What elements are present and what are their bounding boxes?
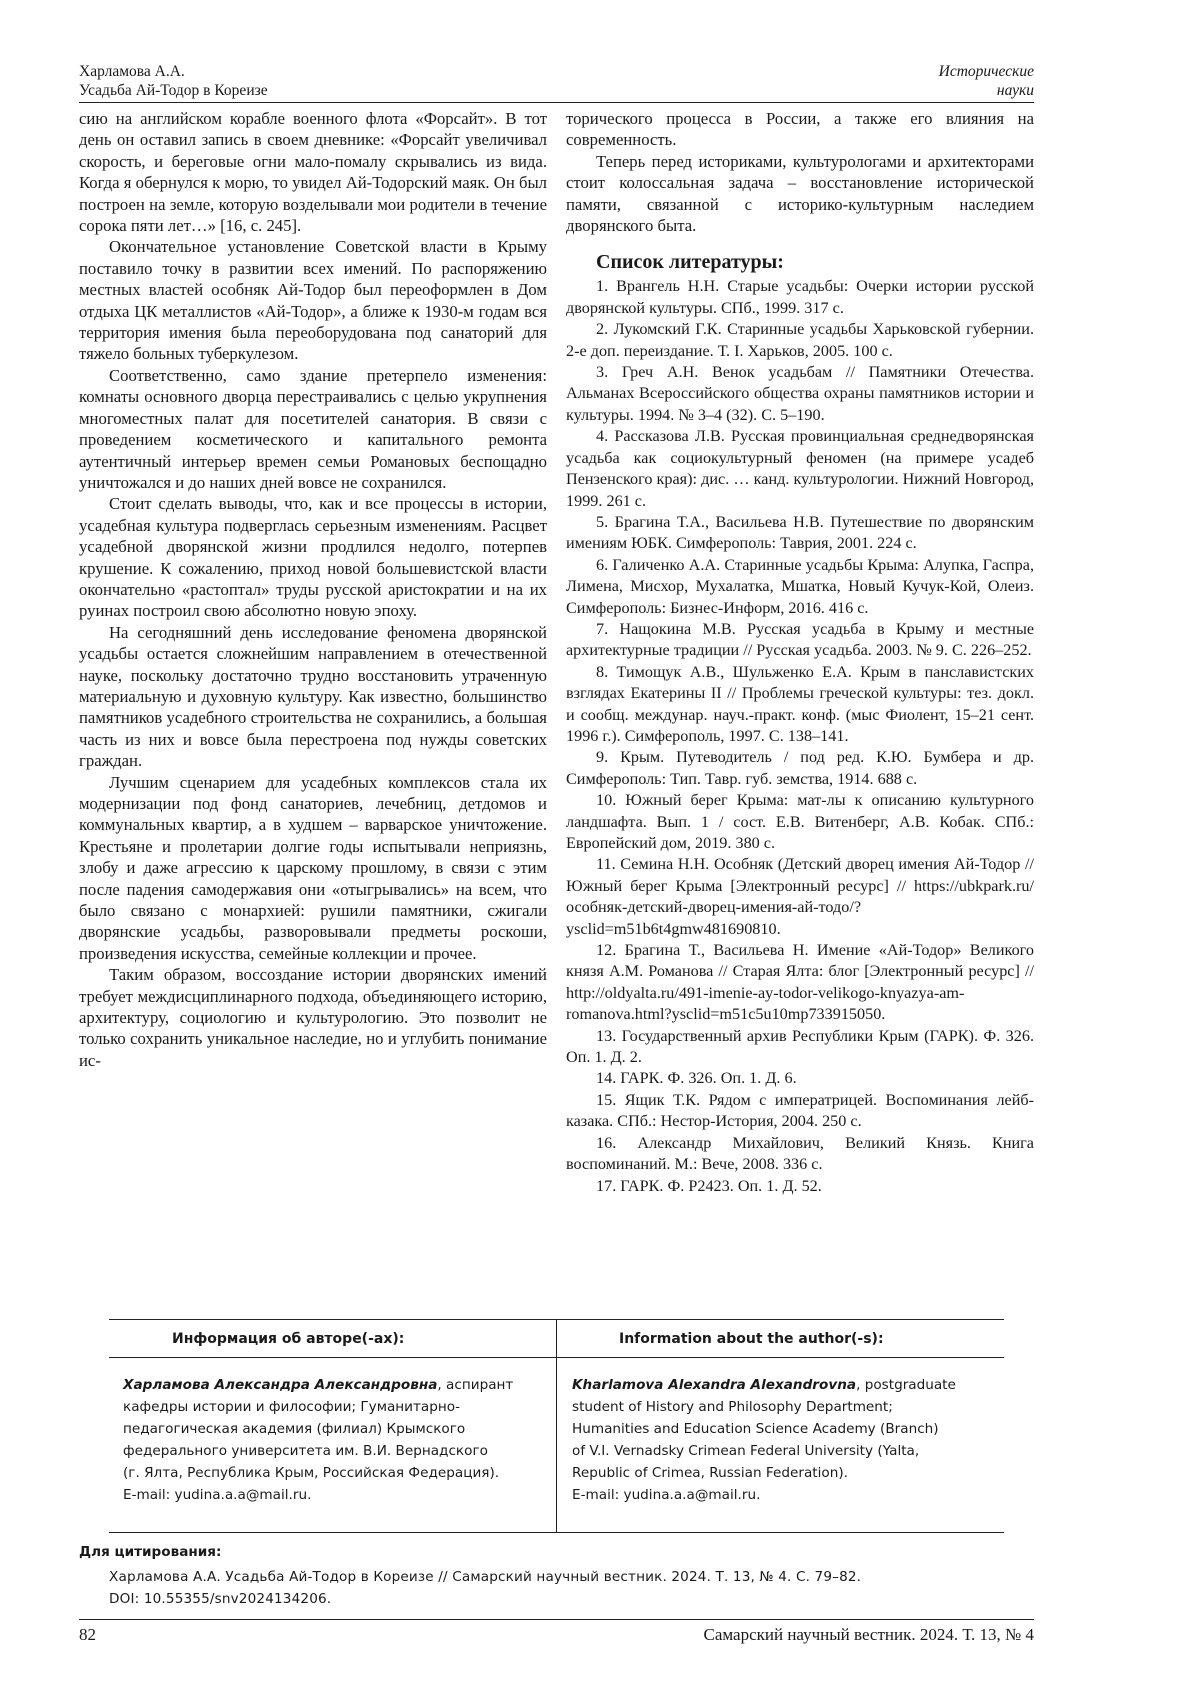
header-article-title: Усадьба Ай-Тодор в Кореизе xyxy=(79,82,268,99)
paragraph: Таким образом, воссоздание истории дворянских имений требует междисциплинарного подхода, объединяющего историю, архитектуру, социологию и культурологию. Это позволит не только сохранить уникальное наследие, но и углубить понимание ис- xyxy=(79,965,547,1070)
paragraph: Теперь перед историками, культурологами и архитекторами стоит колоссальная задача – восстановление исторической памяти, связанной с историко-культурным наследием дворянского быта. xyxy=(566,151,1034,236)
author-info-heading-en: Information about the author(-s): xyxy=(619,1331,884,1347)
citation-doi: DOI: 10.55355/snv2024134206. xyxy=(109,1591,332,1607)
paragraph: Соответственно, само здание претерпело изменения: комнаты основного дворца перестраивались с целью укрупнения многоместных палат для посетителей санатория. В связи с проведением косметического и капитального ремонта аутентичный интерьер времен семьи Романовых беспощадно уничтожался и до наших дней вовсе не сохранился. xyxy=(79,365,547,492)
author-info-text: федерального университета им. В.И. Вернадского xyxy=(123,1443,488,1459)
reference-item: 4. Рассказова Л.В. Русская провинциальная среднедворянская усадьба как социокультурный феномен (на примере усадеб Пензенского края): дис. … канд. культурологии. Нижний Новгород, 1999. 261 с. xyxy=(566,427,1034,510)
reference-item: 10. Южный берег Крыма: мат-лы к описанию культурного ландшафта. Вып. 1 / сост. Е.В. Витенберг, А.В. Кобак. СПб.: Европейский дом, 2019. 380 с. xyxy=(566,791,1034,852)
author-info-text: Humanities and Education Science Academy (Branch) xyxy=(572,1421,939,1437)
paragraph: Окончательное установление Советской власти в Крыму поставило точку в развитии всех имений. По распоряжению местных властей особняк Ай-Тодор был переоформлен в Дом отдыха ЦК металлистов «Ай-Тодор», а ближе к 1930-м годам вся территория имения была переоборудована под санаторий для тяжело больных туберкулезом. xyxy=(79,237,547,364)
author-info-text: (г. Ялта, Республика Крым, Российская Федерация). xyxy=(123,1465,500,1481)
reference-item: 9. Крым. Путеводитель / под ред. К.Ю. Бумбера и др. Симферополь: Тип. Тавр. губ. земства, 1914. 688 с. xyxy=(566,748,1034,788)
reference-item: 12. Брагина Т., Васильева Н. Имение «Ай-Тодор» Великого князя А.М. Романова // Старая Ялта: блог [Электронный ресурс] // http://oldyalta.ru/491-imenie-ay-todor-velikogo-knyazya-am-romanova.html?ysclid=m51c5u10mp733915050. xyxy=(566,941,1034,1024)
header-section-line2: науки xyxy=(996,82,1034,99)
author-info-text: , postgraduate xyxy=(856,1377,956,1393)
reference-item: 8. Тимощук А.В., Шульженко Е.А. Крым в панславистских взглядах Екатерины II // Проблемы греческой культуры: тез. докл. и сообщ. междунар. науч.-практ. конф. (мыс Фиолент, 15–21 сент. 1996 г.). Симферополь, 1997. С. 138–141. xyxy=(566,662,1034,745)
author-info-text: кафедры истории и философии; Гуманитарно- xyxy=(123,1399,461,1415)
footer-journal: Самарский научный вестник. 2024. Т. 13, № 4 xyxy=(703,1625,1034,1644)
citation-line: Харламова А.А. Усадьба Ай-Тодор в Кореизе // Самарский научный вестник. 2024. Т. 13, № 4. С. 79–82. xyxy=(109,1569,862,1585)
author-info-text: of V.I. Vernadsky Crimean Federal University (Yalta, xyxy=(572,1443,920,1459)
author-info-text: student of History and Philosophy Department; xyxy=(572,1399,893,1415)
paragraph: На сегодняшний день исследование феномена дворянской усадьбы остается сложнейшим направлением в отечественной науке, поскольку достаточно трудно восстановить утраченную материальную и духовную культуру. Как известно, большинство памятников усадебного строительства не сохранились, а большая часть из них и вовсе была перестроена под нужды советских граждан. xyxy=(79,622,547,771)
footer-rule xyxy=(79,1619,1034,1620)
references-list xyxy=(566,276,1034,1196)
paragraph: сию на английском корабле военного флота «Форсайт». В тот день он оставил запись в своем дневнике: «Форсайт увеличивал скорость, и береговые огни мало-помалу скрывались из вида. Когда я обернулся к морю, то увидел Ай-Тодорский маяк. Он был построен на земле, которую возделывали мои родители в течение сорока пяти лет…» [16, с. 245]. xyxy=(79,109,547,236)
page-number: 82 xyxy=(79,1625,96,1644)
author-email-ru: E-mail: yudina.a.a@mail.ru. xyxy=(123,1487,312,1503)
reference-item: 17. ГАРК. Ф. Р2423. Оп. 1. Д. 52. xyxy=(596,1176,822,1195)
citation-label: Для цитирования: xyxy=(79,1544,222,1560)
reference-item: 7. Нащокина М.В. Русская усадьба в Крыму и местные архитектурные традиции // Русская усадьба. 2003. № 9. С. 226–252. xyxy=(566,619,1034,660)
author-info-ru xyxy=(123,1374,548,1506)
author-info-text: Republic of Crimea, Russian Federation). xyxy=(572,1465,848,1481)
author-email-en: E-mail: yudina.a.a@mail.ru. xyxy=(572,1487,761,1503)
reference-item: 3. Греч А.Н. Венок усадьбам // Памятники Отечества. Альманах Всероссийского общества охраны памятников истории и культуры. 1994. № 3–4 (32). С. 5–190. xyxy=(566,363,1034,424)
header-author: Харламова А.А. xyxy=(79,63,185,80)
author-name-en: Kharlamova Alexandra Alexandrovna xyxy=(572,1377,857,1393)
header-section-line1: Исторические xyxy=(938,63,1034,80)
reference-item: 6. Галиченко А.А. Старинные усадьбы Крыма: Алупка, Гаспра, Лимена, Мисхор, Мухалатка, Мшатка, Новый Кучук-Кой, Олеиз. Симферополь: Бизнес-Информ, 2016. 416 с. xyxy=(566,555,1034,617)
paragraph: Стоит сделать выводы, что, как и все процессы в истории, усадебная культура подверглась серьезным изменениям. Расцвет усадебной дворянской жизни продлился недолго, потерпев крушение. К сожалению, приход новой большевистской власти окончательно «растоптал» труды русской аристократии и на их руинах построил свою абсолютно новую эпоху. xyxy=(79,494,547,621)
citation-text xyxy=(109,1566,1034,1610)
references-heading: Список литературы: xyxy=(596,251,784,274)
reference-item: 11. Семина Н.Н. Особняк (Детский дворец имения Ай-Тодор // Южный берег Крыма [Электронный ресурс] // https://ubkpark.ru/особняк-детский-дворец-имения-ай-тодо/?ysclid=m51b6t4gmw481690810. xyxy=(566,855,1034,938)
paragraph: Лучшим сценарием для усадебных комплексов стала их модернизации под фонд санаториев, лечебниц, детдомов и коммунальных квартир, а в худшем – варварское уничтожение. Крестьяне и пролетарии долгие годы испытывали неприязнь, злобу и даже агрессию к царскому прошлому, в связи с этим после падения самодержавия они «отыгрывались» на всем, что было связано с монархией: рушили памятники, сжигали дворянские усадьбы, разворовывали предметы роскоши, произведения искусства, семейные коллекции и прочее. xyxy=(79,772,547,963)
author-name-ru: Харламова Александра Александровна xyxy=(123,1377,438,1393)
reference-item: 15. Ящик Т.К. Рядом с императрицей. Воспоминания лейб-казака. СПб.: Нестор-История, 2004. 250 с. xyxy=(566,1090,1034,1131)
reference-item: 5. Брагина Т.А., Васильева Н.В. Путешествие по дворянским имениям ЮБК. Симферополь: Таврия, 2001. 224 с. xyxy=(566,512,1034,553)
author-info-en xyxy=(572,1374,997,1506)
author-info-heading-ru: Информация об авторе(-ах): xyxy=(172,1331,405,1347)
table-column-divider xyxy=(556,1320,557,1532)
left-column xyxy=(79,108,547,1071)
author-info-table xyxy=(109,1319,1004,1533)
reference-item: 2. Лукомский Г.К. Старинные усадьбы Харьковской губернии. 2-е доп. переиздание. Т. I. Харьков, 2005. 100 с. xyxy=(566,320,1034,360)
paragraph: торического процесса в России, а также его влияния на современность. xyxy=(566,109,1034,150)
author-info-text: педагогическая академия (филиал) Крымского xyxy=(123,1421,466,1437)
right-column xyxy=(566,108,1034,1197)
reference-item: 1. Врангель Н.Н. Старые усадьбы: Очерки истории русской дворянской культуры. СПб., 1999. 317 с. xyxy=(566,277,1034,317)
header-rule xyxy=(79,102,1034,103)
reference-item: 14. ГАРК. Ф. 326. Оп. 1. Д. 6. xyxy=(596,1069,797,1088)
running-header-left xyxy=(79,62,268,100)
running-header-right xyxy=(939,62,1034,100)
reference-item: 16. Александр Михайлович, Великий Князь. Книга воспоминаний. М.: Вече, 2008. 336 с. xyxy=(566,1133,1034,1174)
reference-item: 13. Государственный архив Республики Крым (ГАРК). Ф. 326. Оп. 1. Д. 2. xyxy=(566,1026,1034,1067)
author-info-text: , аспирант xyxy=(437,1377,514,1393)
table-header-rule xyxy=(109,1357,1004,1358)
